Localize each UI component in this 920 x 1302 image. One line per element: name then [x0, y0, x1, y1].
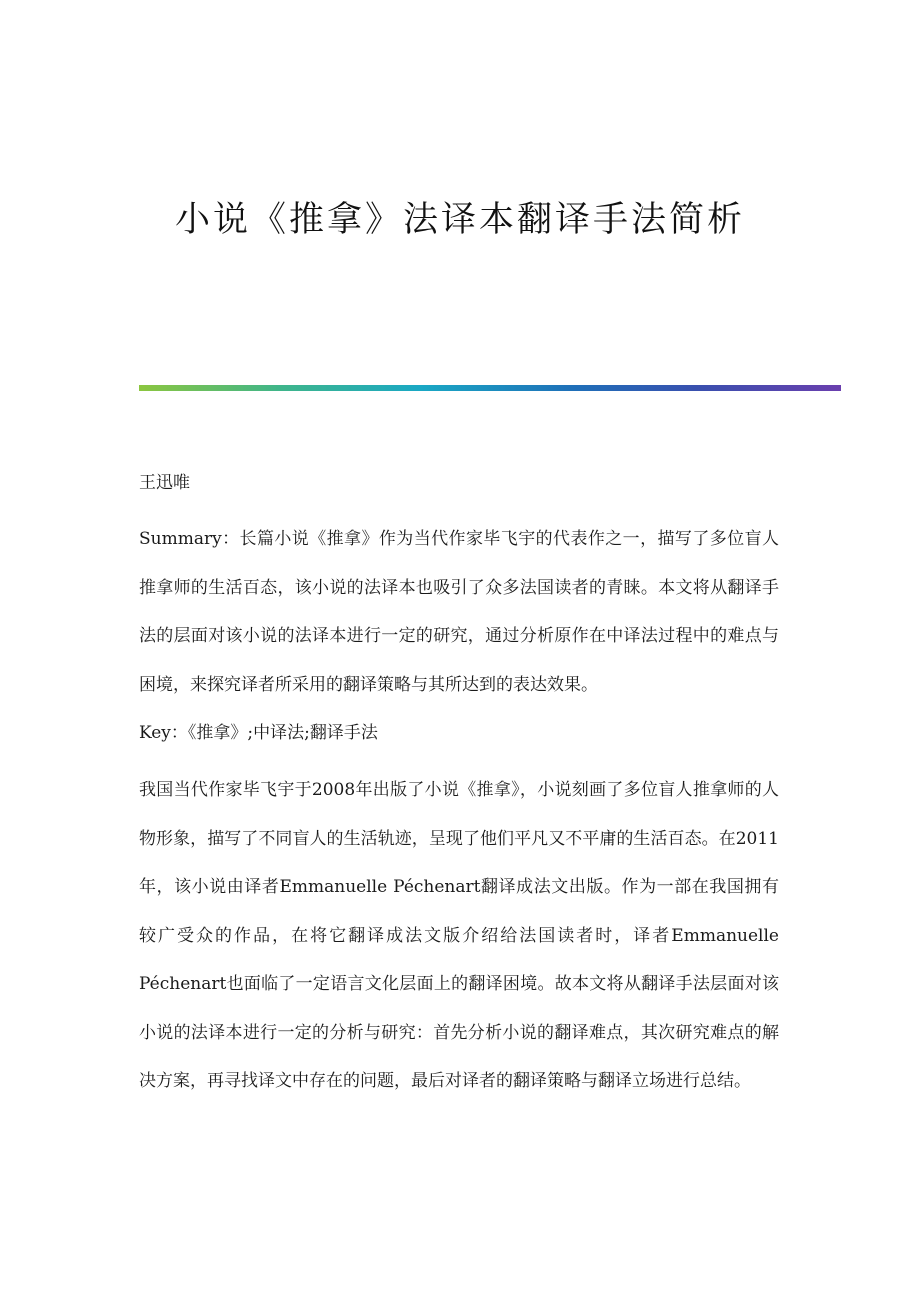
summary-label: Summary：	[139, 529, 240, 549]
body-paragraph: 我国当代作家毕飞宇于2008年出版了小说《推拿》，小说刻画了多位盲人推拿师的人物形象，描写了不同盲人的生活轨迹，呈现了他们平凡又不平庸的生活百态。在2011年，该小说由译者Emmanuelle Péchenart翻译成法文出版。作为一部在我国拥有较广受众的作品，在将它翻译成法文版介绍给法国读者时，译者Emmanuelle Péchenart也面临了一定语言文化层面上的翻译困境。故本文将从翻译手法层面对该小说的法译本进行一定的分析与研究：首先分析小说的翻译难点，其次研究难点的解决方案，再寻找译文中存在的问题，最后对译者的翻译策略与翻译立场进行总结。	[139, 780, 779, 1091]
keywords-text: 《推拿》;中译法;翻译手法	[187, 723, 378, 743]
keywords-line	[139, 709, 779, 758]
gradient-divider	[139, 385, 841, 391]
summary-paragraph	[139, 515, 779, 709]
keywords-label: Key：	[139, 723, 188, 743]
document-title: 小说《推拿》法译本翻译手法简析	[174, 200, 745, 240]
summary-text: 长篇小说《推拿》作为当代作家毕飞宇的代表作之一，描写了多位盲人推拿师的生活百态，该小说的法译本也吸引了众多法国读者的青睐。本文将从翻译手法的层面对该小说的法译本进行一定的研究，通过分析原作在中译法过程中的难点与困境，来探究译者所采用的翻译策略与其所达到的表达效果。	[139, 529, 780, 695]
author-name: 王迅唯	[139, 473, 190, 493]
